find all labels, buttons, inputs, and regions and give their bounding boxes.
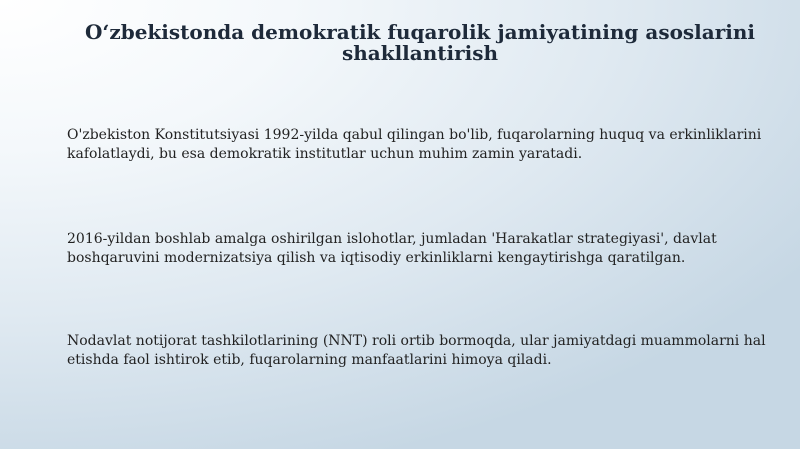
slide-title: O‘zbekistonda demokratik fuqarolik jamiyatining asoslarini shakllantirish xyxy=(84,20,756,65)
paragraph-reforms: 2016-yildan boshlab amalga oshirilgan islohotlar, jumladan 'Harakatlar strategiyasi', davlat boshqaruvini modernizatsiya qilish va iqtisodiy erkinliklarni kengaytirishga qaratilgan. xyxy=(67,231,717,266)
paragraph-constitution: O'zbekiston Konstitutsiyasi 1992-yilda qabul qilingan bo'lib, fuqarolarning huquq va erkinliklarini kafolatlaydi, bu esa demokratik institutlar uchun muhim zamin yaratadi. xyxy=(67,127,762,162)
paragraph-ngo: Nodavlat notijorat tashkilotlarining (NNT) roli ortib bormoqda, ular jamiyatdagi muammolarni hal etishda faol ishtirok etib, fuqarolarning manfaatlarini himoya qiladi. xyxy=(67,333,766,368)
